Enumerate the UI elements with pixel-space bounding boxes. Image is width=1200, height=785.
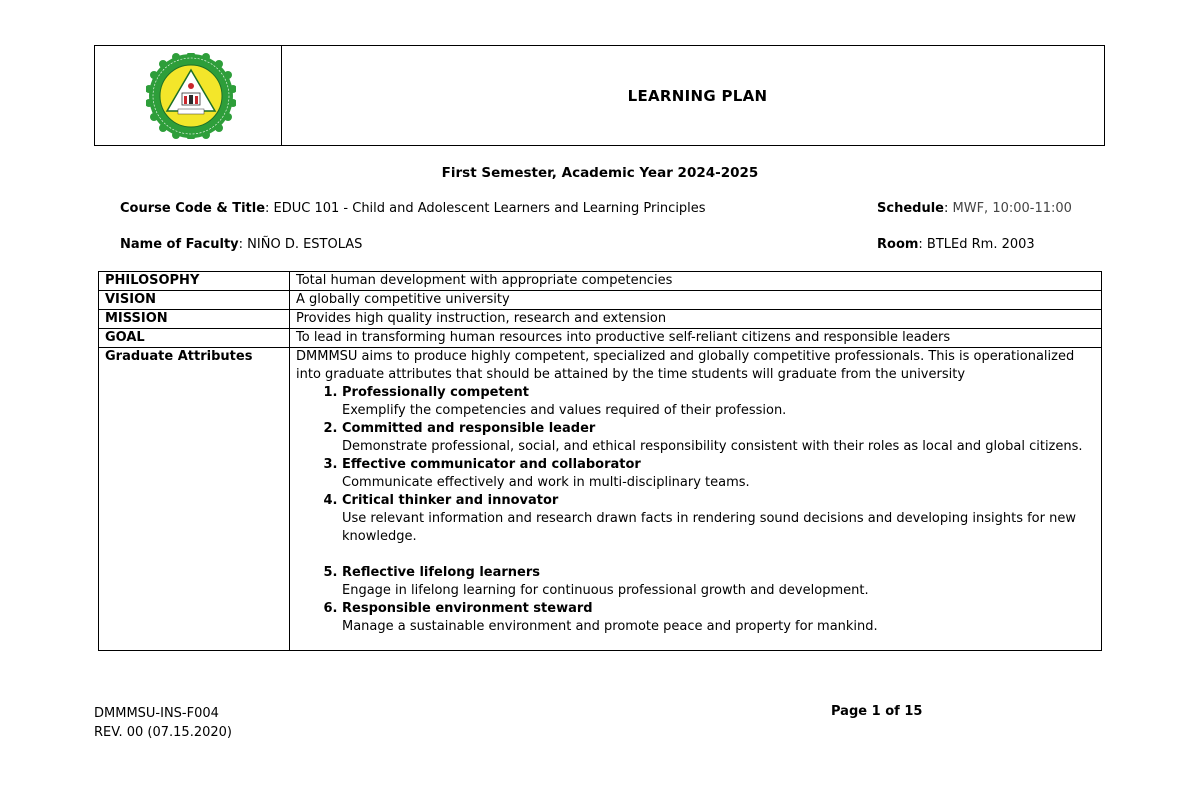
table-row <box>99 272 1102 291</box>
semester-line: First Semester, Academic Year 2024-2025 <box>441 165 759 181</box>
attributes-list <box>296 384 1095 636</box>
vision-value: A globally competitive university <box>290 291 1102 310</box>
list-item <box>342 456 1095 492</box>
page-word: Page <box>831 704 868 719</box>
attribute-desc: Communicate effectively and work in multi-disciplinary teams. <box>342 475 750 490</box>
attribute-title: Professionally competent <box>342 385 529 400</box>
table-row <box>99 291 1102 310</box>
list-item <box>342 600 1095 636</box>
room-value: : BTLEd Rm. 2003 <box>918 237 1035 252</box>
revision: REV. 00 (07.15.2020) <box>94 725 232 740</box>
course-label: Course Code & Title <box>120 201 266 216</box>
attribute-desc: Manage a sustainable environment and promote peace and property for mankind. <box>342 619 878 634</box>
goal-label: GOAL <box>99 329 290 348</box>
attribute-desc: Engage in lifelong learning for continuous professional growth and development. <box>342 583 869 598</box>
list-item <box>342 492 1095 546</box>
footer-form-info <box>94 704 232 742</box>
course-value: : EDUC 101 - Child and Adolescent Learners and Learning Principles <box>265 201 706 216</box>
schedule-info: Schedule: MWF, 10:00-11:00 <box>877 201 1072 216</box>
faculty-info <box>120 237 362 252</box>
attribute-desc: Use relevant information and research drawn facts in rendering sound decisions and developing insights for new knowledge. <box>342 511 1076 544</box>
list-item <box>342 420 1095 456</box>
attribute-title: Committed and responsible leader <box>342 421 596 436</box>
attribute-title: Critical thinker and innovator <box>342 493 559 508</box>
schedule-label: Schedule <box>877 201 944 216</box>
table-row <box>99 310 1102 329</box>
page-current: 1 <box>871 704 881 719</box>
table-row <box>99 348 1102 651</box>
title-cell <box>281 46 1104 145</box>
mission-value: Provides high quality instruction, research and extension <box>290 310 1102 329</box>
plan-table <box>98 271 1102 651</box>
logo-cell <box>95 46 282 145</box>
list-item <box>342 564 1095 600</box>
philosophy-value: Total human development with appropriate competencies <box>290 272 1102 291</box>
university-seal-logo <box>146 53 236 139</box>
vision-label: VISION <box>99 291 290 310</box>
attributes-intro: DMMMSU aims to produce highly competent, specialized and globally competitive professionals. This is operationalized into graduate attributes that should be attained by the time students will graduate from the university <box>296 349 1075 382</box>
room-label: Room <box>877 237 919 252</box>
header-box <box>94 45 1105 146</box>
mission-label: MISSION <box>99 310 290 329</box>
attributes-cell <box>290 348 1102 651</box>
goal-value: To lead in transforming human resources into productive self-reliant citizens and responsible leaders <box>290 329 1102 348</box>
attributes-label: Graduate Attributes <box>99 348 290 651</box>
faculty-value: : NIÑO D. ESTOLAS <box>238 237 363 252</box>
faculty-label: Name of Faculty <box>120 237 239 252</box>
list-item <box>342 384 1095 420</box>
room-info <box>877 237 1035 252</box>
form-code: DMMMSU-INS-F004 <box>94 706 219 721</box>
page-title: LEARNING PLAN <box>627 86 768 105</box>
page-total: 15 <box>904 704 923 719</box>
philosophy-label: PHILOSOPHY <box>99 272 290 291</box>
attribute-title: Responsible environment steward <box>342 601 593 616</box>
attribute-title: Reflective lifelong learners <box>342 565 541 580</box>
attribute-desc: Exemplify the competencies and values required of their profession. <box>342 403 787 418</box>
page-number <box>831 704 922 719</box>
schedule-value: MWF, 10:00-11:00 <box>952 201 1072 216</box>
attribute-desc: Demonstrate professional, social, and ethical responsibility consistent with their roles as local and global citizens. <box>342 439 1083 454</box>
course-info <box>120 201 706 216</box>
attribute-title: Effective communicator and collaborator <box>342 457 641 472</box>
page-of: of <box>885 704 900 719</box>
table-row <box>99 329 1102 348</box>
